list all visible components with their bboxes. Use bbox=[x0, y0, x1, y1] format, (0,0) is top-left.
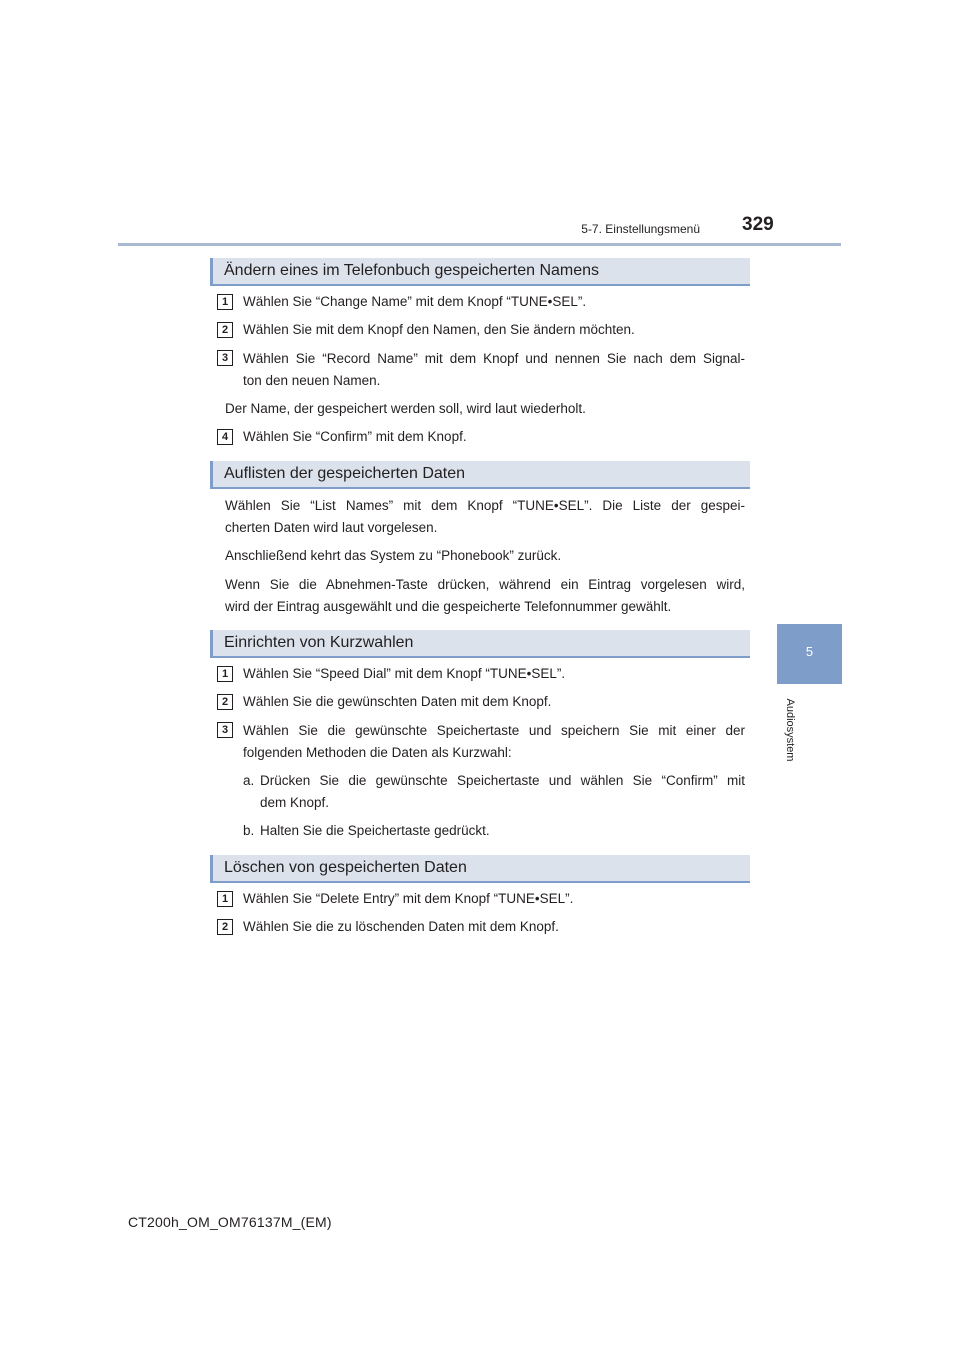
step-number: 1 bbox=[217, 891, 233, 907]
sub-step-label: b. bbox=[243, 823, 255, 838]
step-text: Wählen Sie “Record Name” mit dem Knopf und nennen Sie nach dem Signal- bbox=[243, 351, 745, 366]
step-number: 3 bbox=[217, 722, 233, 738]
running-header-section: 5-7. Einstellungsmenü bbox=[581, 222, 700, 236]
sub-step-label: a. bbox=[243, 773, 255, 788]
section-title: Einrichten von Kurzwahlen bbox=[224, 634, 414, 651]
step-text: Wählen Sie die gewünschte Speichertaste und speichern Sie mit einer der bbox=[243, 723, 745, 738]
step-text: Wählen Sie “Change Name” mit dem Knopf “TUNE•SEL”. bbox=[243, 294, 587, 309]
step-text: Wählen Sie “Speed Dial” mit dem Knopf “TUNE•SEL”. bbox=[243, 666, 566, 681]
section-header-change-name bbox=[210, 258, 750, 286]
header-divider bbox=[118, 243, 841, 246]
step-number: 2 bbox=[217, 919, 233, 935]
step-number: 1 bbox=[217, 294, 233, 310]
step-text-continued: ton den neuen Namen. bbox=[243, 373, 381, 388]
paragraph: Wählen Sie “List Names” mit dem Knopf “TUNE•SEL”. Die Liste der gespei- bbox=[225, 498, 745, 513]
chapter-title: Audiosystem bbox=[784, 698, 796, 762]
sub-step-text-continued: dem Knopf. bbox=[260, 795, 330, 810]
step-text-continued: folgenden Methoden die Daten als Kurzwahl: bbox=[243, 745, 512, 760]
step-number: 3 bbox=[217, 350, 233, 366]
step-note: Der Name, der gespeichert werden soll, wird laut wiederholt. bbox=[225, 401, 586, 416]
step-number: 4 bbox=[217, 429, 233, 445]
step-text: Wählen Sie “Delete Entry” mit dem Knopf “TUNE•SEL”. bbox=[243, 891, 574, 906]
paragraph-continued: cherten Daten wird laut vorgelesen. bbox=[225, 520, 438, 535]
section-header-delete-data bbox=[210, 855, 750, 883]
paragraph: Anschließend kehrt das System zu “Phonebook” zurück. bbox=[225, 548, 562, 563]
section-title: Ändern eines im Telefonbuch gespeicherten Namens bbox=[224, 262, 600, 279]
section-header-list-data bbox=[210, 461, 750, 489]
step-number: 1 bbox=[217, 666, 233, 682]
paragraph: Wenn Sie die Abnehmen-Taste drücken, während ein Eintrag vorgelesen wird, bbox=[225, 577, 745, 592]
step-text: Wählen Sie mit dem Knopf den Namen, den Sie ändern möchten. bbox=[243, 322, 635, 337]
step-text: Wählen Sie die zu löschenden Daten mit dem Knopf. bbox=[243, 919, 559, 934]
step-text: Wählen Sie “Confirm” mit dem Knopf. bbox=[243, 429, 467, 444]
section-header-speed-dial bbox=[210, 630, 750, 658]
section-title: Löschen von gespeicherten Daten bbox=[224, 859, 467, 876]
sub-step-text: Drücken Sie die gewünschte Speichertaste und wählen Sie “Confirm” mit bbox=[260, 773, 745, 788]
step-text: Wählen Sie die gewünschten Daten mit dem Knopf. bbox=[243, 694, 552, 709]
paragraph-continued: wird der Eintrag ausgewählt und die gespeicherte Telefonnummer gewählt. bbox=[225, 599, 672, 614]
chapter-number: 5 bbox=[805, 644, 814, 659]
document-code: CT200h_OM_OM76137M_(EM) bbox=[128, 1214, 332, 1230]
section-title: Auflisten der gespeicherten Daten bbox=[224, 465, 466, 482]
page-number: 329 bbox=[742, 214, 774, 235]
step-number: 2 bbox=[217, 322, 233, 338]
sub-step-text: Halten Sie die Speichertaste gedrückt. bbox=[260, 823, 490, 838]
step-number: 2 bbox=[217, 694, 233, 710]
